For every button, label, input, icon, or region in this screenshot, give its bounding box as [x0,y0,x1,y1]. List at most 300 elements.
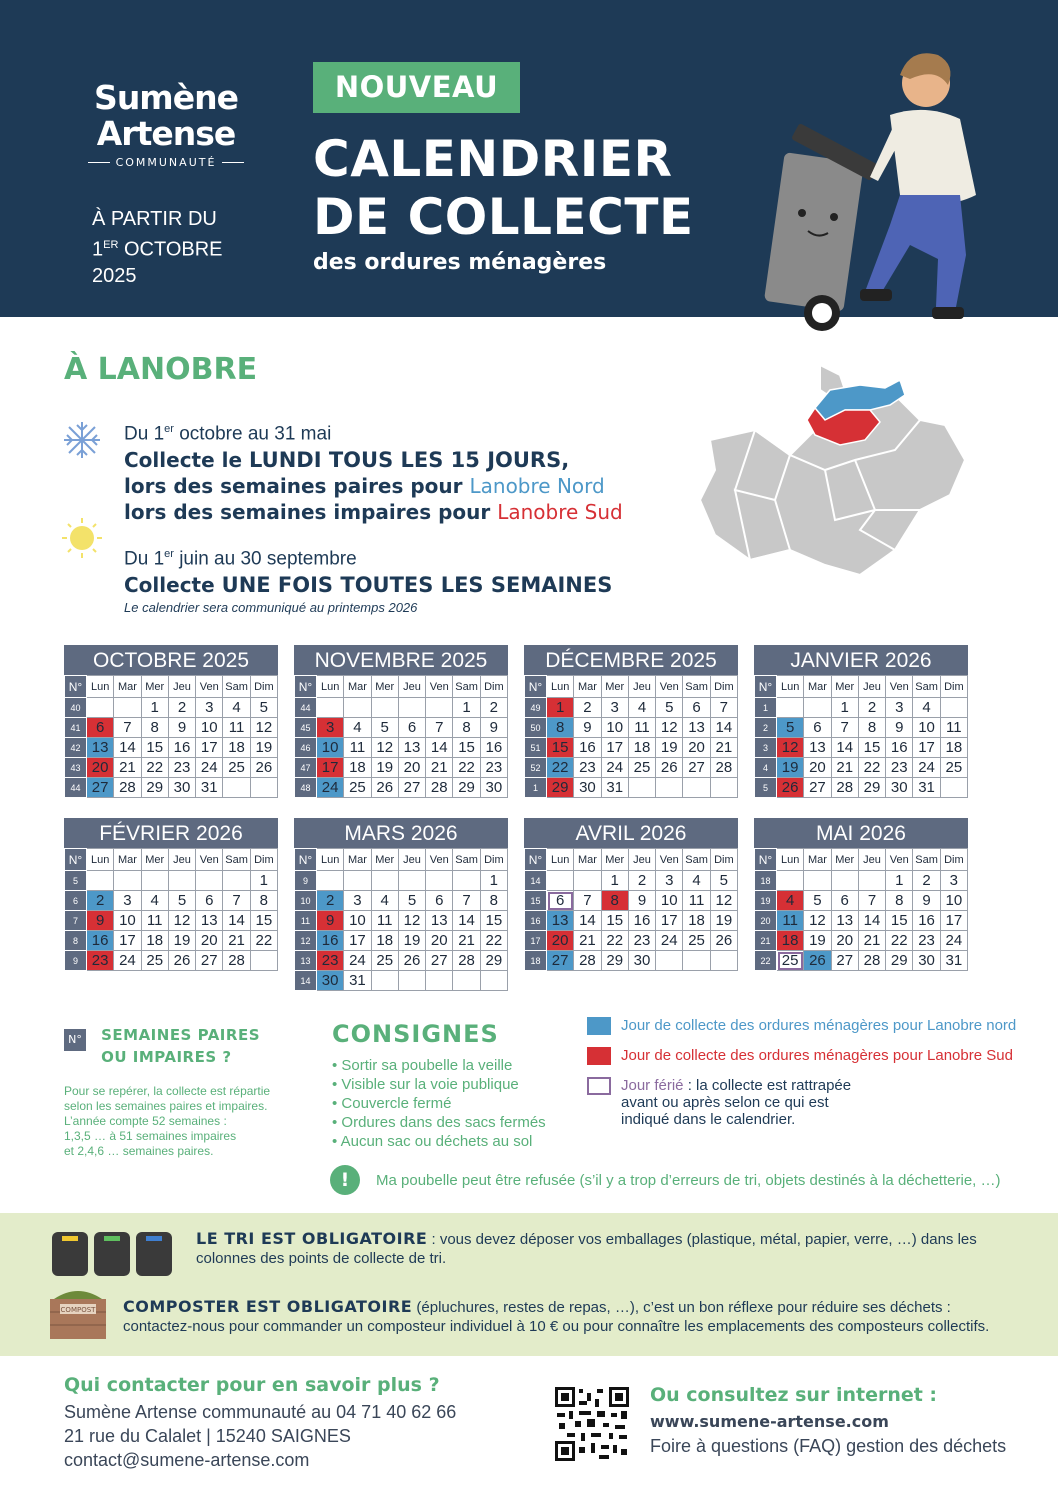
sorting-obligation: LE TRI EST OBLIGATOIRE : vous devez déposer vos emballages (plastique, métal, papier, verre, …) dans les colonnes des points de collecte de tri. [196,1229,977,1267]
calendar-day: 24 [940,931,967,951]
legend-ferie: Jour férié : la collecte est rattrapée avant ou après selon ce qui est indiqué dans le calendrier. [587,1077,1016,1128]
weekday-header: Sam [223,676,250,698]
calendar-day: 23 [480,758,507,778]
calendar-day: 29 [601,951,628,971]
calendar-week-row [525,891,738,911]
week-number: 47 [295,758,317,778]
calendar-day: 25 [683,931,710,951]
calendar-day: 7 [114,718,141,738]
calendar-day: 18 [940,738,967,758]
calendar-day: 23 [168,758,195,778]
weekday-header: Lun [777,849,804,871]
calendar-day [480,971,507,991]
week-number: 7 [65,911,87,931]
collection-day-nord: 30 [317,971,344,991]
list-item: • Visible sur la voie publique [332,1076,519,1093]
week-number: 3 [755,738,777,758]
calendar-day: 10 [601,718,628,738]
weekday-header: Sam [453,849,480,871]
calendar-day: 16 [574,738,601,758]
calendar-day: 25 [940,758,967,778]
contact-phone: Sumène Artense communauté au 04 71 40 62 66 [64,1402,457,1422]
week-number: 44 [65,778,87,798]
collection-day-sud: 9 [317,911,344,931]
calendar-month-title: NOVEMBRE 2025 [294,645,508,675]
calendar-day [317,698,344,718]
collection-day-nord: 10 [317,738,344,758]
calendar-day: 9 [480,718,507,738]
weekday-header: Jeu [168,849,195,871]
calendar-week-row [755,698,968,718]
legend [587,1017,1016,1140]
calendar-day: 3 [886,698,913,718]
weekday-header: Dim [480,849,507,871]
calendar-day: 29 [886,951,913,971]
weekday-header: Mer [371,849,398,871]
contact-address: 21 rue du Calalet | 15240 SAIGNES [64,1426,351,1446]
calendar-day: 3 [601,698,628,718]
calendar-day: 4 [223,698,250,718]
calendar-week-row [755,871,968,891]
calendar-day: 6 [831,891,858,911]
collection-day-nord: 24 [317,778,344,798]
calendar-day: 2 [168,698,195,718]
calendar-week-row [295,778,508,798]
calendar-day: 20 [831,931,858,951]
calendar-day: 7 [858,891,885,911]
calendar-day: 14 [831,738,858,758]
calendar-day: 10 [940,891,967,911]
list-item: • Aucun sac ou déchets au sol [332,1133,533,1150]
weekday-header: Mar [574,849,601,871]
collection-day-nord: 16 [87,931,114,951]
calendar-day: 25 [141,951,168,971]
calendar-day: 6 [426,891,453,911]
calendar-week-row [295,758,508,778]
calendar-day: 5 [710,871,737,891]
collection-day-sud: 1 [547,698,574,718]
calendar-day: 14 [710,718,737,738]
calendar-week-row [755,951,968,971]
collection-day-sud: 9 [87,911,114,931]
calendar-day: 5 [250,698,277,718]
weekday-header: Mer [141,676,168,698]
calendar-day: 1 [141,698,168,718]
weekday-header: Ven [426,676,453,698]
faq-link[interactable]: Foire à questions (FAQ) gestion des déchets [650,1436,1007,1456]
summer-schedule: Du 1er juin au 30 septembre Collecte UNE FOIS TOUTES LES SEMAINES Le calendrier sera communiqué au printemps 2026 [124,548,613,616]
calendar-day [114,698,141,718]
calendar-day: 21 [223,931,250,951]
weekday-header: Ven [196,676,223,698]
week-number: 22 [755,951,777,971]
calendar-day: 5 [168,891,195,911]
calendar-day: 9 [628,891,655,911]
collection-day-sud: 8 [601,891,628,911]
calendar-day: 13 [683,718,710,738]
calendar-month [754,818,968,971]
calendar-week-row [65,698,278,718]
nord-label: Lanobre Nord [469,474,605,499]
snowflake-icon [62,420,102,460]
calendar-day: 15 [250,911,277,931]
even-odd-title: SEMAINES PAIRES OU IMPAIRES ? [101,1026,260,1066]
calendar-day: 1 [601,871,628,891]
calendar-month-title: MARS 2026 [294,818,508,848]
qr-code[interactable] [555,1387,629,1461]
calendar-day: 19 [398,931,425,951]
calendar-day: 30 [886,778,913,798]
collection-day-nord: 27 [547,951,574,971]
calendar-day: 29 [858,778,885,798]
week-number: 9 [65,951,87,971]
week-number: 9 [295,871,317,891]
calendar-day: 26 [656,758,683,778]
calendar-week-row [525,778,738,798]
contact-block [64,1374,456,1472]
weekday-header: Jeu [628,849,655,871]
calendar-day: 9 [913,891,940,911]
calendar-day: 8 [250,891,277,911]
calendar-day: 23 [574,758,601,778]
collection-day-sud: 6 [87,718,114,738]
calendar-day: 11 [344,738,371,758]
calendar-day [398,871,425,891]
weekday-header: Mer [831,849,858,871]
calendar-week-row [525,911,738,931]
week-number: 51 [525,738,547,758]
collection-day-sud: 20 [547,931,574,951]
calendar-day: 24 [601,758,628,778]
logo-line1: Sumène [94,78,238,117]
calendar-day: 28 [426,778,453,798]
week-number-header: N° [295,676,317,698]
calendar-week-row [65,931,278,951]
calendar-day: 2 [480,698,507,718]
calendar-day: 2 [858,698,885,718]
calendar-day: 12 [398,911,425,931]
weekday-header: Lun [547,849,574,871]
website-block [650,1384,1006,1458]
week-number: 40 [65,698,87,718]
week-number: 52 [525,758,547,778]
calendar-day: 1 [250,871,277,891]
calendar-day: 6 [804,718,831,738]
week-number: 12 [295,931,317,951]
weekday-header: Mar [804,849,831,871]
calendar-day [858,871,885,891]
calendar-day [453,971,480,991]
calendar-day: 22 [858,758,885,778]
collection-day-sud: 29 [547,778,574,798]
calendar-day [371,971,398,991]
collection-day-nord: 22 [547,758,574,778]
calendar-day: 15 [141,738,168,758]
calendar-day: 9 [886,718,913,738]
collection-day-nord: 26 [804,951,831,971]
calendar-day: 18 [344,758,371,778]
calendar-day: 9 [574,718,601,738]
refusal-warning: ! Ma poubelle peut être refusée (s’il y a trop d’erreurs de tri, objets destinés à la déchetterie, …) [330,1165,1001,1195]
weekday-header: Mar [114,676,141,698]
calendar-day: 11 [940,718,967,738]
legend-nord: Jour de collecte des ordures ménagères pour Lanobre nord [587,1017,1016,1035]
calendar-month-title: DÉCEMBRE 2025 [524,645,738,675]
collection-day-nord: 2 [87,891,114,911]
week-number: 6 [65,891,87,911]
calendar-day: 14 [574,911,601,931]
weekday-header: Ven [656,849,683,871]
calendar-day: 28 [858,951,885,971]
calendar-day: 21 [831,758,858,778]
calendar-day: 16 [168,738,195,758]
calendar-day: 23 [628,931,655,951]
calendar-day: 24 [656,931,683,951]
collection-day-nord: 8 [547,718,574,738]
exclamation-icon: ! [330,1165,360,1195]
calendar-month-title: FÉVRIER 2026 [64,818,278,848]
calendar-day: 29 [453,778,480,798]
calendar-day: 20 [683,738,710,758]
calendar-day: 27 [831,951,858,971]
calendar-day: 19 [710,911,737,931]
calendar-day: 26 [371,778,398,798]
calendar-day: 26 [250,758,277,778]
weekday-header: Mar [344,849,371,871]
calendar-day: 20 [804,758,831,778]
calendar-day: 13 [426,911,453,931]
obligations-band [0,1213,1058,1356]
calendar-day: 5 [398,891,425,911]
calendar-day: 16 [913,911,940,931]
week-number-header: N° [755,676,777,698]
logo-line2: Artense [96,114,236,153]
calendar-day: 1 [831,698,858,718]
calendar-day: 11 [683,891,710,911]
collection-day-nord: 2 [317,891,344,911]
weekday-header: Sam [683,849,710,871]
weekday-header: Dim [710,676,737,698]
calendar-day: 6 [398,718,425,738]
calendar-day [398,698,425,718]
week-number-header: N° [295,849,317,871]
holiday-day: 25 [777,951,804,971]
calendar-day: 8 [858,718,885,738]
calendar-day: 31 [940,951,967,971]
compost-label: COMPOST [60,1306,96,1314]
weekday-header: Jeu [628,676,655,698]
calendar-day: 12 [250,718,277,738]
calendar-day: 31 [601,778,628,798]
calendar-week-row [755,931,968,951]
week-number: 18 [755,871,777,891]
calendar-week-row [65,778,278,798]
calendar-week-row [755,738,968,758]
calendar-day: 14 [426,738,453,758]
calendar-day: 22 [886,931,913,951]
calendar-day: 21 [574,931,601,951]
calendar-day: 7 [574,891,601,911]
calendar-day: 19 [656,738,683,758]
calendar-week-row [65,871,278,891]
calendar-day: 22 [141,758,168,778]
calendar-day: 30 [574,778,601,798]
contact-email[interactable]: contact@sumene-artense.com [64,1450,310,1470]
calendar-day: 20 [398,758,425,778]
weekday-header: Mar [574,676,601,698]
weekday-header: Ven [426,849,453,871]
weekday-header: Jeu [858,849,885,871]
calendar-day: 13 [804,738,831,758]
calendar-week-row [295,738,508,758]
calendar-day: 22 [601,931,628,951]
calendar-day: 29 [480,951,507,971]
week-number: 10 [295,891,317,911]
calendar-day: 21 [426,758,453,778]
collection-day-nord: 27 [87,778,114,798]
calendar-day: 14 [858,911,885,931]
calendar-week-row [755,778,968,798]
logo-line3: COMMUNAUTÉ [86,156,246,169]
calendar-week-row [65,758,278,778]
sud-label: Lanobre Sud [497,500,623,525]
calendar-day [168,871,195,891]
weekday-header: Dim [250,849,277,871]
calendar-day: 15 [601,911,628,931]
calendar-day: 30 [628,951,655,971]
calendar-week-row [295,698,508,718]
calendar-day [196,871,223,891]
territory-map [695,360,970,585]
weekday-header: Jeu [398,849,425,871]
collection-day-sud: 4 [777,891,804,911]
calendar-week-row [525,758,738,778]
calendar-day: 27 [426,951,453,971]
calendar-day: 28 [710,758,737,778]
week-number: 44 [295,698,317,718]
calendar-day: 21 [858,931,885,951]
weekday-header: Dim [250,676,277,698]
week-number: 4 [755,758,777,778]
calendar-day: 27 [683,758,710,778]
week-number: 20 [755,911,777,931]
collection-day-nord: 19 [777,758,804,778]
calendar-day: 5 [804,891,831,911]
calendar-month [294,645,508,798]
collection-day-nord: 11 [777,911,804,931]
calendar-day [87,698,114,718]
week-number: 15 [525,891,547,911]
calendar-day: 22 [250,931,277,951]
calendar-week-row [295,931,508,951]
calendar-day: 31 [344,971,371,991]
calendar-day [683,778,710,798]
calendar-day [777,871,804,891]
collection-day-sud: 17 [317,758,344,778]
calendar-day: 8 [886,891,913,911]
week-number: 48 [295,778,317,798]
week-number: 17 [525,931,547,951]
collection-day-sud: 23 [317,951,344,971]
list-item: • Ordures dans des sacs fermés [332,1114,546,1131]
calendar-day [371,871,398,891]
calendar-day: 8 [480,891,507,911]
website-link[interactable]: www.sumene-artense.com [650,1412,889,1431]
calendar-week-row [295,951,508,971]
calendar-day [940,698,967,718]
calendar-week-row [295,871,508,891]
weekday-header: Sam [223,849,250,871]
calendar-day: 4 [913,698,940,718]
calendar-month-title: OCTOBRE 2025 [64,645,278,675]
legend-sud: Jour de collecte des ordures ménagères pour Lanobre Sud [587,1047,1016,1065]
calendar-day: 25 [371,951,398,971]
calendar-day [223,871,250,891]
calendar-day: 10 [114,911,141,931]
calendar-day: 16 [480,738,507,758]
calendar-day: 14 [114,738,141,758]
week-number: 41 [65,718,87,738]
week-number: 50 [525,718,547,738]
calendar-day: 17 [196,738,223,758]
calendar-day [804,698,831,718]
weekday-header: Dim [480,676,507,698]
week-number: 14 [295,971,317,991]
calendar-day: 12 [804,911,831,931]
weekday-header: Lun [777,676,804,698]
weekday-header: Mar [344,676,371,698]
calendar-day: 23 [886,758,913,778]
calendar-day: 17 [940,911,967,931]
calendar-day: 10 [344,911,371,931]
calendar-day [710,778,737,798]
calendar-day: 1 [453,698,480,718]
weekday-header: Mer [141,849,168,871]
calendar-day: 11 [628,718,655,738]
calendar-day: 14 [453,911,480,931]
calendar-day: 18 [371,931,398,951]
calendar-week-row [525,718,738,738]
weekday-header: Lun [87,849,114,871]
calendar-day: 31 [196,778,223,798]
compost-bin-icon [48,1285,108,1340]
calendar-week-row [525,738,738,758]
weekday-header: Sam [913,849,940,871]
week-number-header: N° [755,849,777,871]
week-number: 49 [525,698,547,718]
calendar-day: 4 [344,718,371,738]
collection-day-nord: 13 [87,738,114,758]
list-item: • Couvercle fermé [332,1095,452,1112]
calendar-day: 28 [574,951,601,971]
calendar-day: 19 [371,758,398,778]
calendar-week-row [65,718,278,738]
calendar-day: 26 [168,951,195,971]
calendar-week-row [755,891,968,911]
calendar-day: 11 [141,911,168,931]
instructions [332,1020,546,1151]
collection-day-nord: 13 [547,911,574,931]
calendar-day: 3 [656,871,683,891]
calendar-week-row [65,911,278,931]
collection-day-sud: 26 [777,778,804,798]
calendar-day: 4 [683,871,710,891]
weekday-header: Mar [804,676,831,698]
calendar-day: 12 [656,718,683,738]
calendar-day: 15 [858,738,885,758]
calendar-day: 4 [628,698,655,718]
calendar-day: 30 [480,778,507,798]
